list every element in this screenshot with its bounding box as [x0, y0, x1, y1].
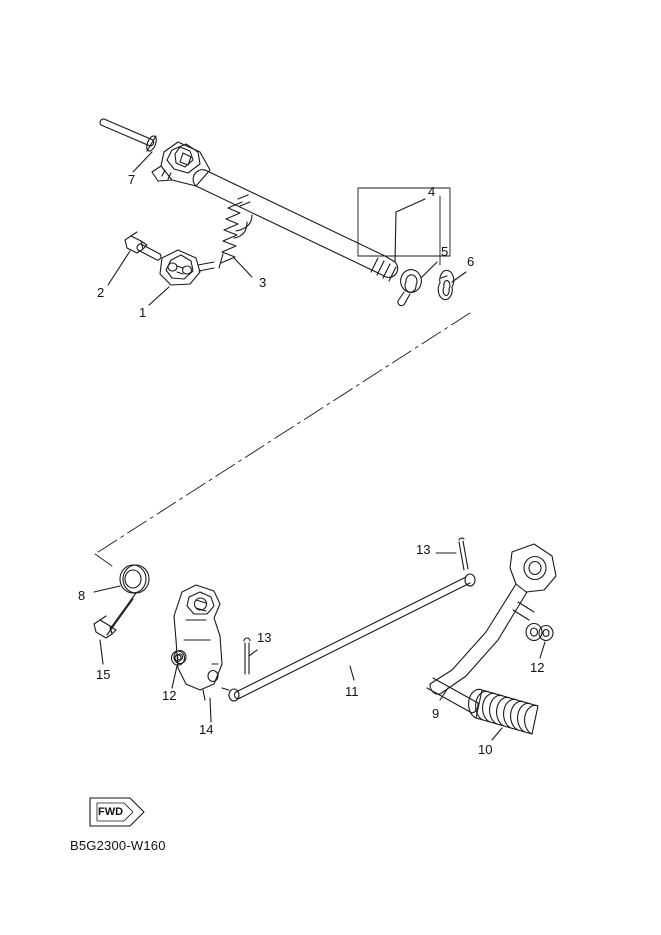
- leader-1: [149, 287, 169, 305]
- leader-2: [108, 251, 130, 285]
- callout-10[interactable]: 10: [478, 742, 493, 757]
- part-8-oil-seal: [120, 565, 149, 593]
- leader-7: [133, 152, 152, 172]
- part-2-bolt: [125, 232, 161, 260]
- callout-11[interactable]: 11: [345, 684, 359, 699]
- leader-13-left: [249, 650, 257, 656]
- leader-11: [350, 666, 354, 680]
- part-9-shift-pedal: [427, 544, 556, 713]
- leader-12-right: [540, 642, 545, 658]
- part-4-callout-box: [358, 188, 450, 256]
- callout-12-right[interactable]: 12: [530, 660, 545, 675]
- part-7-pin: [100, 119, 158, 152]
- leader-4-bracket: [395, 199, 425, 262]
- leader-10: [492, 728, 502, 740]
- leader-12-left: [172, 666, 177, 688]
- leader-8: [94, 586, 120, 592]
- callout-7[interactable]: 7: [128, 172, 136, 187]
- callout-12-left[interactable]: 12: [162, 688, 177, 703]
- part-4-shift-shaft: [193, 170, 398, 281]
- leader-6: [452, 272, 466, 282]
- assembly-centerline: [95, 313, 470, 554]
- callout-13-right[interactable]: 13: [416, 542, 431, 557]
- part-1-stopper-lever: [160, 250, 214, 285]
- callout-2[interactable]: 2: [97, 285, 105, 300]
- callout-3[interactable]: 3: [259, 275, 267, 290]
- centerline-tail: [95, 554, 112, 566]
- part-14-shift-arm: [174, 585, 222, 700]
- callout-8[interactable]: 8: [78, 588, 86, 603]
- part-5-clip: [398, 270, 422, 306]
- part-12-right-circlip: [539, 626, 553, 641]
- callout-14[interactable]: 14: [199, 722, 214, 737]
- shift-lever-head: [152, 142, 210, 186]
- part-3-spring: [219, 195, 252, 268]
- callout-15[interactable]: 15: [96, 667, 111, 682]
- callout-5[interactable]: 5: [441, 244, 449, 259]
- callout-6[interactable]: 6: [467, 254, 475, 269]
- callout-9[interactable]: 9: [432, 706, 440, 721]
- leader-14: [210, 698, 211, 722]
- leader-5: [421, 262, 437, 278]
- leader-3: [234, 258, 252, 277]
- part-15-bolt: [94, 593, 136, 638]
- part-code-label: B5G2300-W160: [70, 838, 166, 853]
- part-13-cotter-pin-right: [459, 538, 468, 570]
- fwd-direction-label: FWD: [98, 806, 124, 818]
- part-10-pedal-rubber: [469, 689, 538, 734]
- leader-15: [100, 640, 103, 664]
- part-6-washer: [438, 270, 454, 299]
- callout-1[interactable]: 1: [139, 305, 147, 320]
- callout-4[interactable]: 4: [428, 184, 436, 199]
- callout-13-left[interactable]: 13: [257, 630, 272, 645]
